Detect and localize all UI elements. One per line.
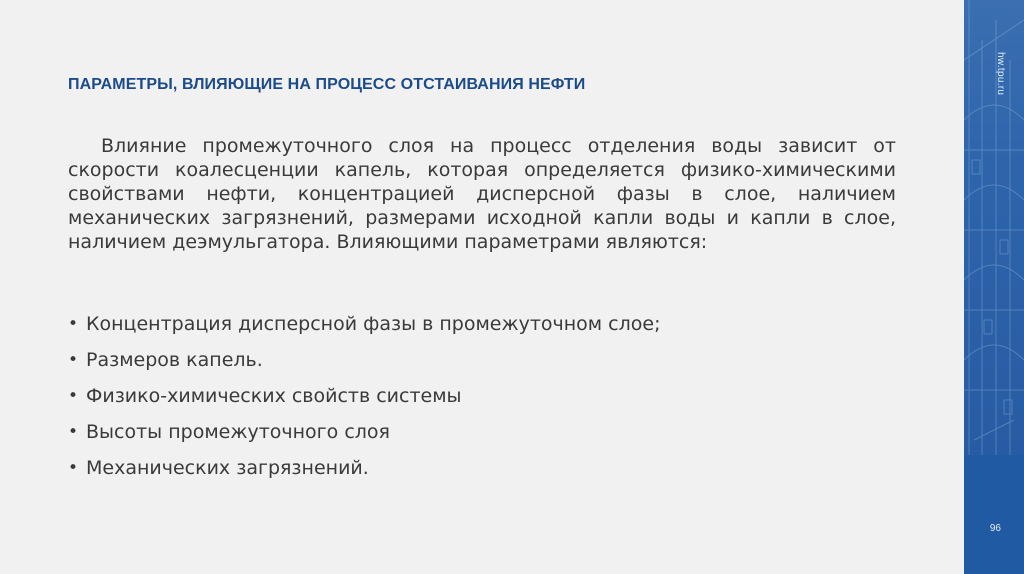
bullet-list [68,306,908,486]
list-item-text: Физико-химических свойств системы [86,385,462,407]
site-url-label: hw.tpu.ru [995,52,1006,96]
bullet-icon: • [68,422,79,442]
page-number: 96 [989,523,1001,534]
bullet-icon: • [68,314,79,334]
list-item [68,342,908,378]
bullet-icon: • [68,458,79,478]
list-item [68,450,908,486]
bullet-icon: • [68,350,79,370]
list-item [68,378,908,414]
sidebar-decoration [964,0,1024,574]
list-item-text: Концентрация дисперсной фазы в промежуточном слое; [86,313,661,335]
list-item-text: Высоты промежуточного слоя [86,421,390,443]
architecture-pattern-image [964,0,1024,460]
list-item-text: Размеров капель. [86,349,263,371]
sidebar-lower-panel [964,455,1024,574]
list-item [68,414,908,450]
list-item [68,306,908,342]
bullet-icon: • [68,386,79,406]
body-paragraph: Влияние промежуточного слоя на процесс отделения воды зависит от скорости коалесценции капель, которая определяется физико-химическими свойствами нефти, концентрацией дисперсной фазы в слое, наличием механических загрязнений, размерами исходной капли воды и капли в слое, наличием деэмульгатора. Влияющими параметрами являются: [68,135,896,253]
list-item-text: Механических загрязнений. [86,457,369,479]
slide-title: ПАРАМЕТРЫ, ВЛИЯЮЩИЕ НА ПРОЦЕСС ОТСТАИВАНИЯ НЕФТИ [68,76,586,93]
